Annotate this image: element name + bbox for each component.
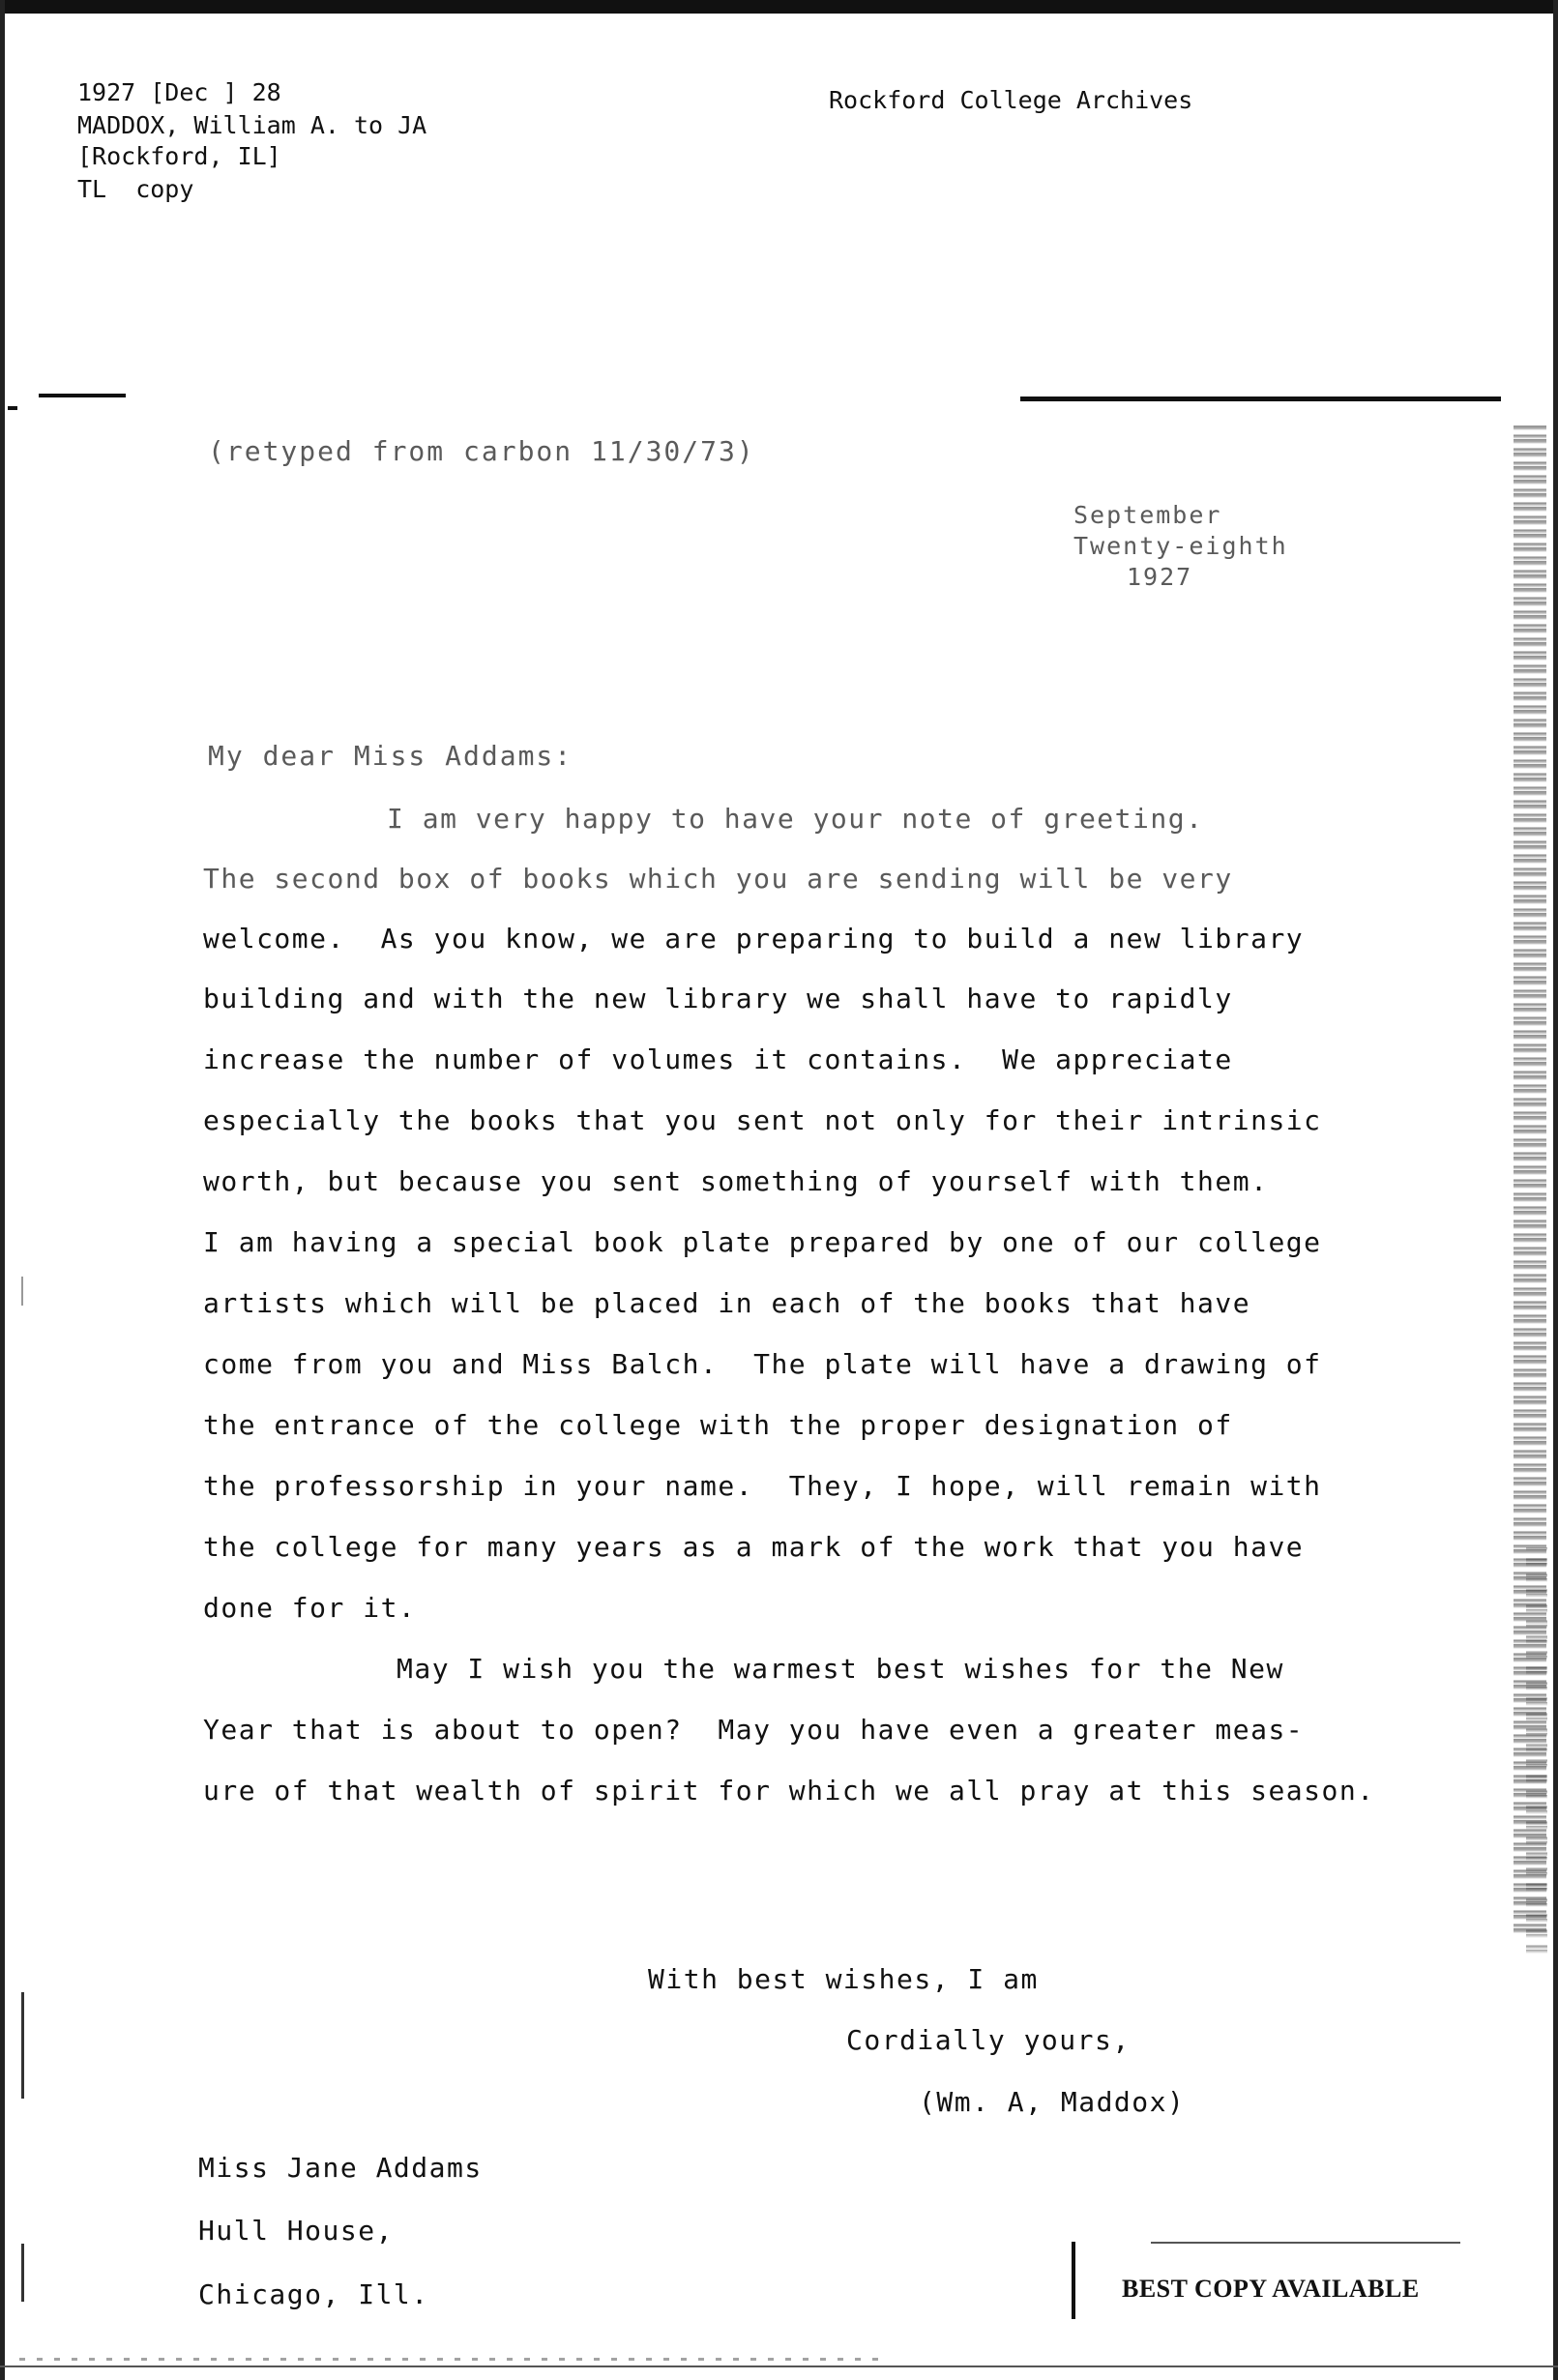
- body-line-10: come from you and Miss Balch. The plate will have a drawing of: [203, 1348, 1322, 1380]
- recipient-street: Hull House,: [198, 2215, 394, 2247]
- body-line-1: I am very happy to have your note of greeting.: [387, 803, 1204, 835]
- bottom-rule: [0, 2365, 1558, 2367]
- body-line-8: I am having a special book plate prepared by one of our college: [203, 1226, 1322, 1258]
- signature-name: (Wm. A, Maddox): [919, 2086, 1186, 2118]
- scan-border-top: [0, 0, 1558, 14]
- scan-noise-right-edge-lower: [1526, 1547, 1547, 1954]
- recipient-city: Chicago, Ill.: [198, 2278, 429, 2310]
- body-line-9: artists which will be placed in each of the books that have: [203, 1287, 1251, 1319]
- archive-name: Rockford College Archives: [829, 86, 1193, 114]
- body-line-4: building and with the new library we shall have to rapidly: [203, 983, 1233, 1014]
- corner-mark: [8, 406, 17, 410]
- date-day: Twenty-eighth: [1073, 532, 1288, 560]
- body-line-16: Year that is about to open? May you have even a greater meas-: [203, 1714, 1305, 1746]
- body-line-5: increase the number of volumes it contains. We appreciate: [203, 1043, 1233, 1075]
- body-line-17: ure of that wealth of spirit for which we all pray at this season.: [203, 1775, 1375, 1807]
- body-line-6: especially the books that you sent not only for their intrinsic: [203, 1104, 1322, 1136]
- date-month: September: [1073, 501, 1222, 529]
- scan-border-left: [0, 0, 5, 2380]
- scan-border-right: [1553, 0, 1558, 2380]
- header-date: 1927 [Dec ] 28: [77, 78, 281, 106]
- body-line-15: May I wish you the warmest best wishes for the New: [397, 1653, 1284, 1685]
- left-margin-mark-3: [21, 1277, 23, 1306]
- separator-rule-right: [1020, 397, 1501, 401]
- body-line-13: the college for many years as a mark of the work that you have: [203, 1531, 1305, 1563]
- body-line-11: the entrance of the college with the proper designation of: [203, 1409, 1233, 1441]
- body-line-3: welcome. As you know, we are preparing to build a new library: [203, 923, 1305, 955]
- body-line-2: The second box of books which you are sending will be very: [203, 863, 1233, 895]
- retype-note: (retyped from carbon 11/30/73): [208, 435, 755, 467]
- best-copy-stamp: BEST COPY AVAILABLE: [1122, 2275, 1420, 2303]
- left-margin-mark-2: [21, 2244, 24, 2302]
- closing-line: With best wishes, I am: [648, 1963, 1039, 1995]
- body-line-12: the professorship in your name. They, I hope, will remain with: [203, 1470, 1322, 1502]
- complimentary-close: Cordially yours,: [846, 2024, 1131, 2056]
- header-location: [Rockford, IL]: [77, 142, 281, 170]
- stamp-bar: [1072, 2242, 1075, 2319]
- bottom-scan-dots: [19, 2358, 890, 2361]
- header-correspondents: MADDOX, William A. to JA: [77, 111, 427, 139]
- header-doc-type: TL copy: [77, 175, 194, 203]
- recipient-name: Miss Jane Addams: [198, 2152, 483, 2184]
- body-line-7: worth, but because you sent something of yourself with them.: [203, 1165, 1269, 1197]
- stamp-top-line: [1151, 2242, 1460, 2244]
- date-year: 1927: [1127, 563, 1193, 591]
- left-margin-mark-1: [21, 1992, 24, 2099]
- salutation: My dear Miss Addams:: [208, 740, 573, 772]
- body-line-14: done for it.: [203, 1592, 417, 1624]
- separator-rule-left: [39, 394, 126, 397]
